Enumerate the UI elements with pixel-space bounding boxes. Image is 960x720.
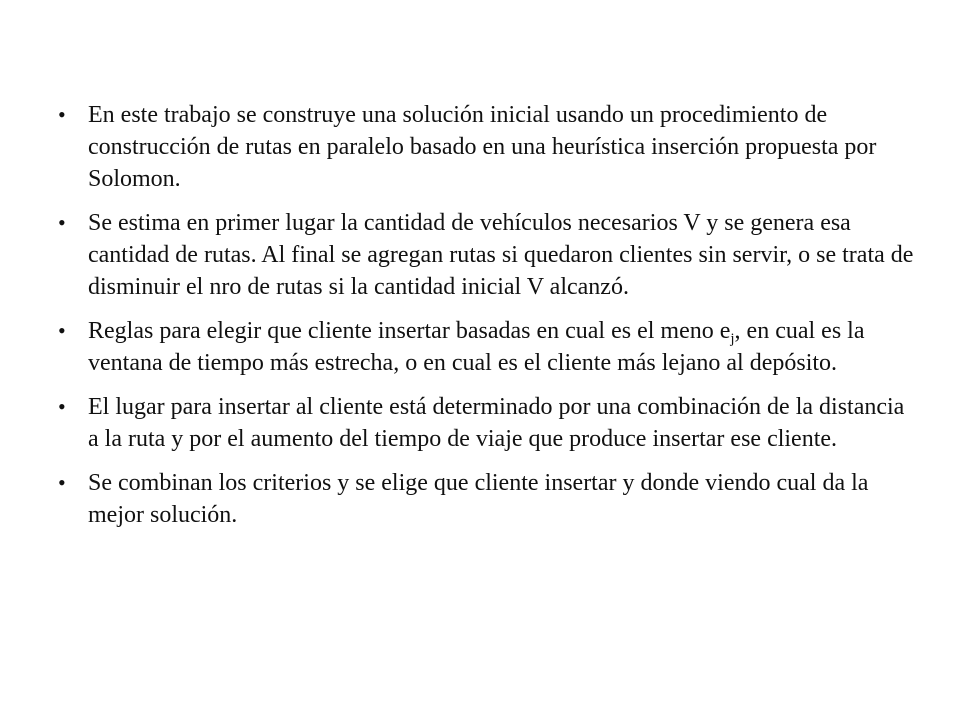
bullet-text: En este trabajo se construye una solución inicial usando un procedimiento de construcción de rutas en paralelo basado en una heurística inserción propuesta por Solomon. xyxy=(88,102,877,192)
bullet-text: Se estima en primer lugar la cantidad de vehículos necesarios V y se genera esa cantidad de rutas. Al final se agregan rutas si quedaron clientes sin servir, o se trata de disminuir el nro de rutas si la cantidad inicial V alcanzó. xyxy=(88,210,914,300)
bullet-item xyxy=(58,207,918,303)
bullet-item xyxy=(58,391,918,455)
bullet-icon: • xyxy=(58,394,66,419)
bullet-text-after: , en cual es la ventana de tiempo más estrecha, o en cual es el cliente más lejano al depósito. xyxy=(88,318,865,376)
bullet-icon: • xyxy=(58,470,66,495)
bullet-item xyxy=(58,315,918,379)
bullet-text-before: Reglas para elegir que cliente insertar basadas en cual es el meno e xyxy=(88,318,731,344)
bullet-list xyxy=(58,99,918,543)
bullet-icon: • xyxy=(58,318,66,343)
bullet-icon: • xyxy=(58,102,66,127)
bullet-text xyxy=(88,318,864,376)
bullet-text: Se combinan los criterios y se elige que cliente insertar y donde viendo cual da la mejor solución. xyxy=(88,470,869,528)
subscript-j: j xyxy=(730,331,735,347)
bullet-icon: • xyxy=(58,210,66,235)
bullet-item xyxy=(58,99,918,195)
bullet-item xyxy=(58,467,918,531)
bullet-text: El lugar para insertar al cliente está determinado por una combinación de la distancia a la ruta y por el aumento del tiempo de viaje que produce insertar ese cliente. xyxy=(88,394,905,452)
